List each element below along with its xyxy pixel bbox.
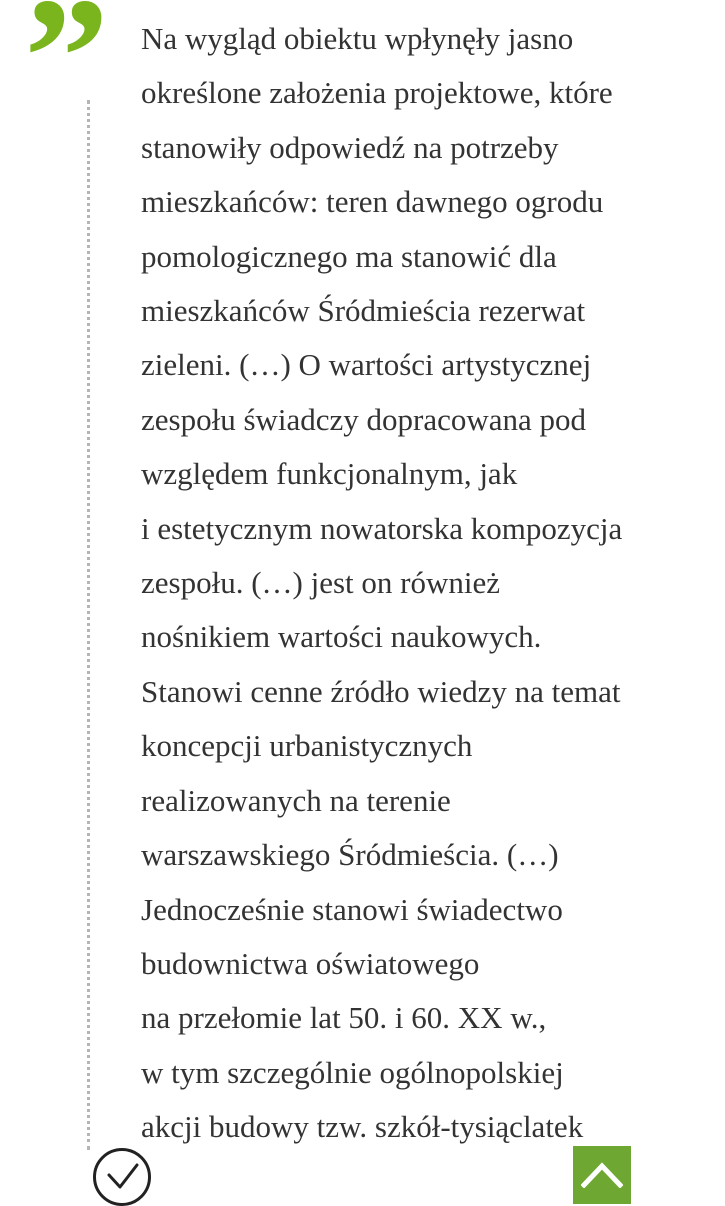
scroll-to-top-button[interactable] bbox=[573, 1146, 631, 1204]
quote-line: na przełomie lat 50. i 60. XX w., bbox=[141, 1000, 547, 1036]
quote-line: warszawskiego Śródmieścia. (…) bbox=[141, 837, 559, 873]
chevron-up-icon bbox=[581, 1160, 623, 1188]
quote-line: budownictwa oświatowego bbox=[141, 945, 480, 981]
quote-line: zieleni. (…) O wartości artystycznej bbox=[141, 347, 592, 383]
quote-mark-icon: ” bbox=[24, 0, 103, 151]
quote-line: nośnikiem wartości naukowych. bbox=[141, 619, 542, 655]
quote-line: zespołu świadczy dopracowana pod bbox=[141, 401, 587, 437]
quote-line: w tym szczególnie ogólnopolskiej bbox=[141, 1054, 564, 1090]
quote-line: koncepcji urbanistycznych bbox=[141, 728, 473, 764]
quote-line: akcji budowy tzw. szkół-tysiąclatek bbox=[141, 1109, 584, 1145]
quote-line: stanowiły odpowiedź na potrzeby bbox=[141, 129, 559, 165]
quote-line: Na wygląd obiektu wpłynęły jasno bbox=[141, 21, 574, 56]
check-button[interactable] bbox=[93, 1148, 151, 1206]
quote-line: Jednocześnie stanowi świadectwo bbox=[141, 891, 563, 927]
quote-line: określone założenia projektowe, które bbox=[141, 75, 613, 111]
quote-divider bbox=[87, 100, 90, 1150]
checkmark-icon bbox=[106, 1163, 140, 1193]
quote-line: pomologicznego ma stanowić dla bbox=[141, 238, 557, 274]
quote-line: mieszkańców Śródmieścia rezerwat bbox=[141, 293, 586, 329]
quote-line: i estetycznym nowatorska kompozycja bbox=[141, 510, 623, 546]
quote-line: realizowanych na terenie bbox=[141, 782, 451, 818]
quote-line: względem funkcjonalnym, jak bbox=[141, 456, 518, 492]
quote-line: Stanowi cenne źródło wiedzy na temat bbox=[141, 673, 621, 709]
quote-text bbox=[141, 12, 701, 1155]
quote-line: zespołu. (…) jest on również bbox=[141, 565, 500, 601]
quote-line: mieszkańców: teren dawnego ogrodu bbox=[141, 184, 604, 220]
